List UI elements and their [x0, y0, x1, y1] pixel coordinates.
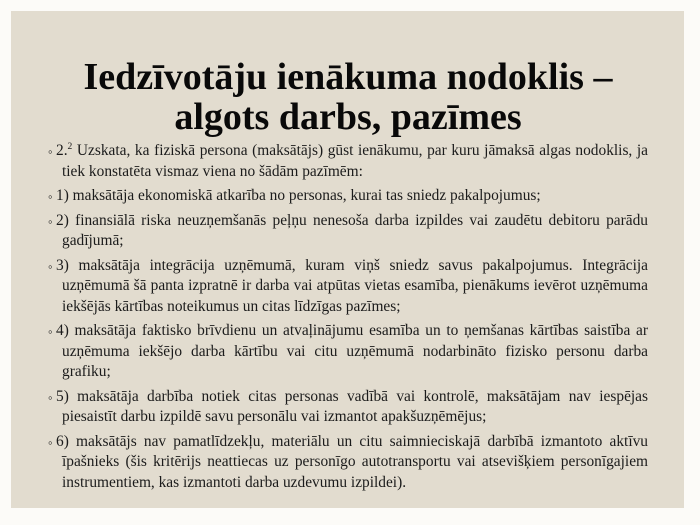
bullet-item-6: [48, 432, 648, 494]
slide-title-line2: algots darbs, pazīmes: [174, 96, 522, 138]
bullet-icon: ◦: [48, 324, 53, 339]
bullet-item-1-text: 1) maksātāja ekonomiskā atkarība no personas, kurai tas sniedz pakalpojumus;: [56, 187, 541, 204]
bullet-item-6-text: 6) maksātājs nav pamatlīdzekļu, materiālu un citu saimnieciskajā darbībā izmantoto aktīvu īpašnieks (šis kritērijs neattiecas uz personīgo autotransportu vai atsevišķiem personīgajiem instrumentiem, kas izmantoti darba uzdevumu izpildei).: [56, 432, 648, 491]
bullet-intro-text: Uzskata, ka fiziskā persona (maksātājs) gūst ienākumu, par kuru jāmaksā algas nodoklis, ja tiek konstatēta vismaz viena no šādām pazīmēm:: [62, 142, 648, 180]
bullet-item-5: [48, 387, 648, 428]
bullet-item-4-text: 4) maksātāja faktisko brīvdienu un atvaļinājumu esamība un to ņemšanas kārtības saistība ar uzņēmuma iekšējo darba kārtību vai citu uzņēmumā nodarbināto fizisko personu darba grafiku;: [56, 322, 648, 380]
bullet-item-2: [48, 211, 648, 252]
bullet-item-5-text: 5) maksātāja darbība notiek citas personas vadībā vai kontrolē, maksātājam nav iespējas piesaistīt darbu izpildē savu personālu vai izmantot apakšuzņēmējus;: [56, 387, 648, 425]
bullet-item-3: [48, 256, 648, 318]
bullet-intro: [48, 141, 648, 182]
bullet-icon: ◦: [48, 434, 53, 450]
bullet-intro-superscript: 2: [67, 140, 73, 152]
bullet-icon: ◦: [48, 144, 53, 159]
slide-title: [48, 57, 648, 137]
bullet-list: [48, 141, 648, 493]
slide: [11, 11, 684, 508]
bullet-item-2-text: 2) finansiālā riska neuzņemšanās peļņu nenesoša darba izpildes vai zaudētu debitoru parādu gadījumā;: [56, 211, 648, 249]
slide-title-line1: Iedzīvotāju ienākuma nodoklis –: [83, 56, 613, 98]
bullet-item-1: [48, 186, 648, 207]
bullet-item-4: [48, 321, 648, 383]
bullet-icon: ◦: [48, 258, 53, 274]
bullet-icon: ◦: [48, 213, 53, 229]
bullet-item-3-text: 3) maksātāja integrācija uzņēmumā, kuram viņš sniedz savus pakalpojumus. Integrācija uzņēmumā šā panta izpratnē ir darba vai atpūtas vietas esamība, pienākums ievērot uzņēmuma iekšējās kārtības noteikumus un citas līdzīgas pazīmes;: [56, 256, 648, 315]
bullet-intro-lead: 2.: [56, 142, 68, 159]
bullet-icon: ◦: [48, 389, 53, 405]
bullet-icon: ◦: [48, 189, 53, 204]
